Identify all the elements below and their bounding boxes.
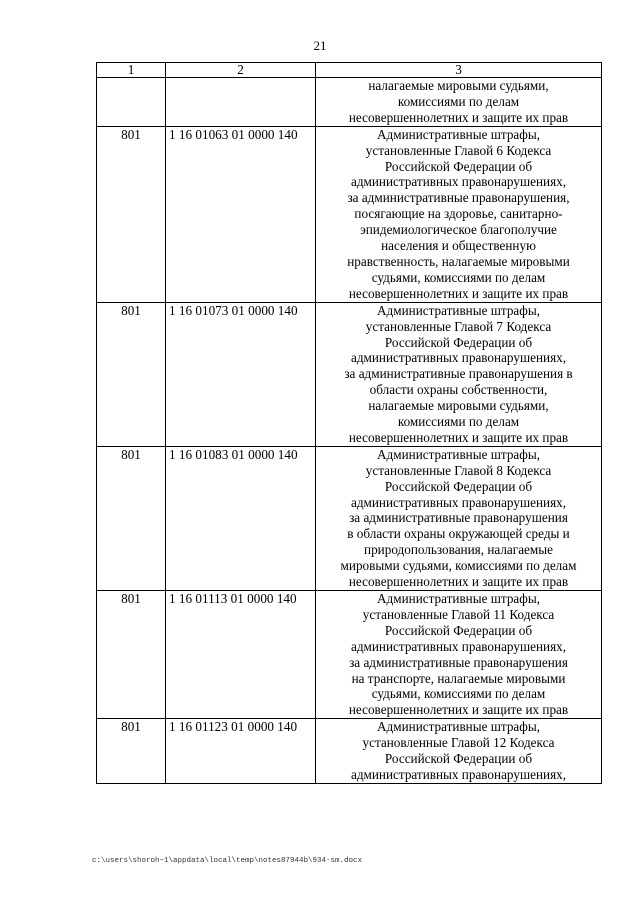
description-line: за административные правонарушения xyxy=(349,654,568,670)
description-cell xyxy=(316,591,602,719)
table-row xyxy=(97,78,602,127)
admin-code-cell: 801 xyxy=(97,719,166,784)
table-row xyxy=(97,302,602,446)
description-line: на транспорте, налагаемые мировыми xyxy=(351,670,566,686)
kbk-code-cell xyxy=(166,78,316,127)
description-line: эпидемиологическое благополучие xyxy=(360,222,557,238)
description-line: установленные Главой 6 Кодекса xyxy=(365,142,552,158)
description-cell xyxy=(316,719,602,784)
table-row xyxy=(97,591,602,719)
admin-code-cell: 801 xyxy=(97,446,166,590)
description-line: Административные штрафы, xyxy=(377,719,540,735)
kbk-code-cell: 1 16 01083 01 0000 140 xyxy=(166,446,316,590)
description-cell xyxy=(316,126,602,302)
description-line: нравственность, налагаемые мировыми xyxy=(347,253,570,269)
header-col-3: 3 xyxy=(316,63,602,78)
description-line: за административные правонарушения xyxy=(349,510,568,526)
description-line: Российской Федерации об xyxy=(384,622,533,638)
description-line: за административные правонарушения, xyxy=(347,190,570,206)
kbk-code-cell: 1 16 01123 01 0000 140 xyxy=(166,719,316,784)
description-line: Административные штрафы, xyxy=(377,446,540,462)
kbk-code-cell: 1 16 01113 01 0000 140 xyxy=(166,591,316,719)
description-line: Административные штрафы, xyxy=(377,591,540,606)
admin-code-cell: 801 xyxy=(97,591,166,719)
description-line: мировыми судьями, комиссиями по делам xyxy=(340,558,577,574)
kbk-code-cell: 1 16 01073 01 0000 140 xyxy=(166,302,316,446)
description-line: несовершеннолетних и защите их прав xyxy=(348,109,569,125)
table-row xyxy=(97,446,602,590)
header-col-1: 1 xyxy=(97,63,166,78)
description-line: несовершеннолетних и защите их прав xyxy=(348,574,569,590)
description-line: Административные штрафы, xyxy=(377,302,540,318)
description-line: Российской Федерации об xyxy=(384,478,533,494)
description-line: комиссиями по делам xyxy=(397,414,520,430)
description-line: налагаемые мировыми судьями, xyxy=(368,398,549,414)
header-col-2: 2 xyxy=(166,63,316,78)
description-line: установленные Главой 8 Кодекса xyxy=(365,462,552,478)
description-line: административных правонарушениях, xyxy=(350,494,567,510)
table-row xyxy=(97,719,602,784)
admin-code-cell: 801 xyxy=(97,302,166,446)
description-line: административных правонарушениях, xyxy=(350,766,567,782)
description-line: административных правонарушениях, xyxy=(350,638,567,654)
table-header-row xyxy=(97,63,602,78)
description-line: административных правонарушениях, xyxy=(350,174,567,190)
description-line: природопользования, налагаемые xyxy=(364,542,553,558)
kbk-code-cell: 1 16 01063 01 0000 140 xyxy=(166,126,316,302)
description-line: налагаемые мировыми судьями, xyxy=(368,78,549,93)
description-line: установленные Главой 7 Кодекса xyxy=(365,318,552,334)
description-line: Административные штрафы, xyxy=(377,126,540,142)
description-line: Российской Федерации об xyxy=(384,751,533,767)
description-line: за административные правонарушения в xyxy=(344,366,573,382)
page-number: 21 xyxy=(313,38,327,53)
description-line: в области охраны окружающей среды и xyxy=(347,526,570,542)
admin-code-cell: 801 xyxy=(97,126,166,302)
description-line: административных правонарушениях, xyxy=(350,350,567,366)
description-line: Российской Федерации об xyxy=(384,334,533,350)
description-line: комиссиями по делам xyxy=(397,93,520,109)
description-cell xyxy=(316,302,602,446)
admin-code-cell xyxy=(97,78,166,127)
description-cell xyxy=(316,78,602,127)
description-line: несовершеннолетних и защите их прав xyxy=(348,702,569,718)
description-cell xyxy=(316,446,602,590)
description-line: посягающие на здоровье, санитарно- xyxy=(354,206,563,222)
description-line: несовершеннолетних и защите их прав xyxy=(348,429,569,445)
budget-codes-table xyxy=(96,62,602,784)
description-line: населения и общественную xyxy=(381,238,536,254)
description-line: установленные Главой 12 Кодекса xyxy=(362,735,555,751)
table-row xyxy=(97,126,602,302)
description-line: несовершеннолетних и защите их прав xyxy=(348,285,569,301)
description-line: судьями, комиссиями по делам xyxy=(371,269,546,285)
footer-file-path: c:\users\shoroh~1\appdata\local\temp\notes87944b\934-sm.docx xyxy=(92,857,363,865)
description-line: судьями, комиссиями по делам xyxy=(371,686,546,702)
description-line: области охраны собственности, xyxy=(369,382,548,398)
description-line: установленные Главой 11 Кодекса xyxy=(362,606,555,622)
description-line: Российской Федерации об xyxy=(384,158,533,174)
